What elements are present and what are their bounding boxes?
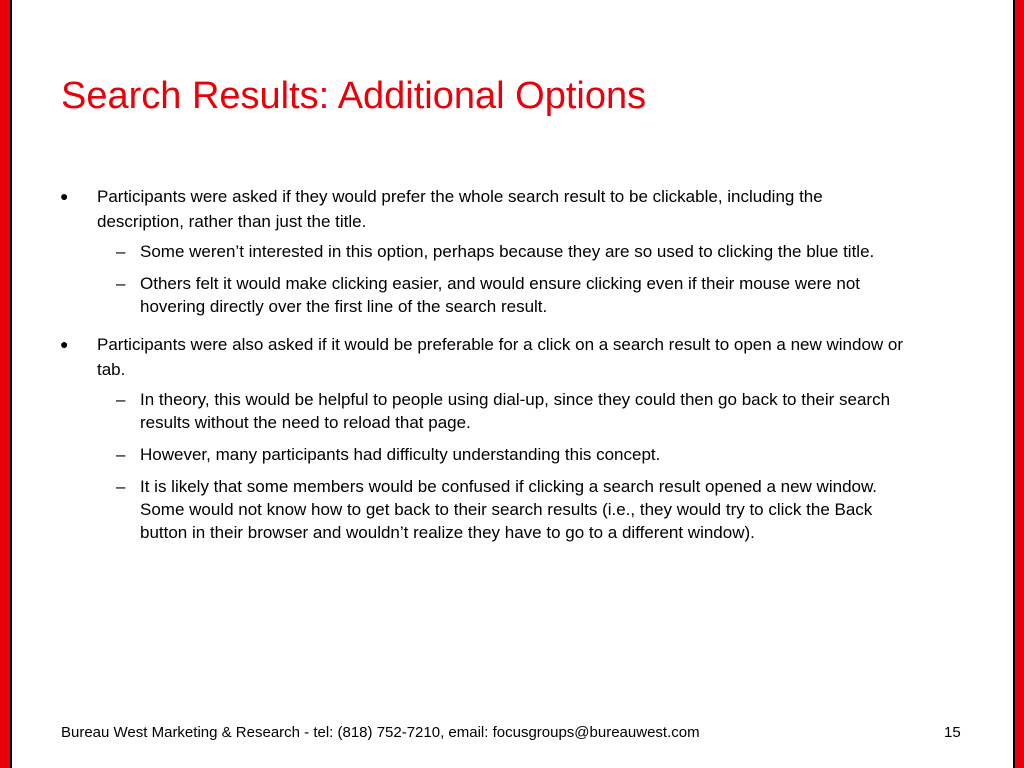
bullet-text: Participants were also asked if it would be preferable for a click on a search result to open a new window or tab.: [97, 335, 904, 379]
sub-bullet-item: [60, 240, 910, 263]
slide-title: Search Results: Additional Options: [61, 75, 647, 117]
bullet-item: [60, 184, 910, 234]
slide-content: [60, 184, 910, 553]
sub-bullet-marker: –: [116, 274, 126, 293]
bullet-marker: ●: [60, 336, 69, 352]
bullet-text: Participants were asked if they would prefer the whole search result to be clickable, including the description, rather than just the title.: [97, 187, 823, 231]
bullet-item: [60, 332, 910, 382]
sub-bullet-text: Some weren’t interested in this option, perhaps because they are so used to clicking the blue title.: [140, 242, 875, 261]
sub-bullet-text: It is likely that some members would be confused if clicking a search result opened a new window. Some would not know how to get back to their search results (i.e., they would try to click the Back button in their browser and wouldn’t realize they have to go to a different window).: [140, 477, 878, 542]
sub-bullet-text: Others felt it would make clicking easier, and would ensure clicking even if their mouse were not hovering directly over the first line of the search result.: [140, 274, 861, 316]
sub-bullet-item: [60, 272, 910, 318]
sub-bullet-marker: –: [116, 445, 126, 464]
page-number: 15: [944, 724, 961, 741]
sub-bullet-text: In theory, this would be helpful to people using dial-up, since they could then go back to their search results without the need to reload that page.: [140, 390, 891, 432]
sub-bullet-item: [60, 475, 910, 544]
sub-bullet-marker: –: [116, 242, 126, 261]
right-red-border: [1013, 0, 1024, 768]
sub-bullet-marker: –: [116, 477, 126, 496]
sub-bullet-marker: –: [116, 390, 126, 409]
sub-bullet-item: [60, 388, 910, 434]
slide-footer: Bureau West Marketing & Research - tel: (818) 752-7210, email: focusgroups@bureauwest.com: [61, 724, 700, 741]
sub-bullet-text: However, many participants had difficulty understanding this concept.: [140, 445, 661, 464]
sub-bullet-item: [60, 443, 910, 466]
left-red-border: [0, 0, 12, 768]
bullet-marker: ●: [60, 188, 69, 204]
